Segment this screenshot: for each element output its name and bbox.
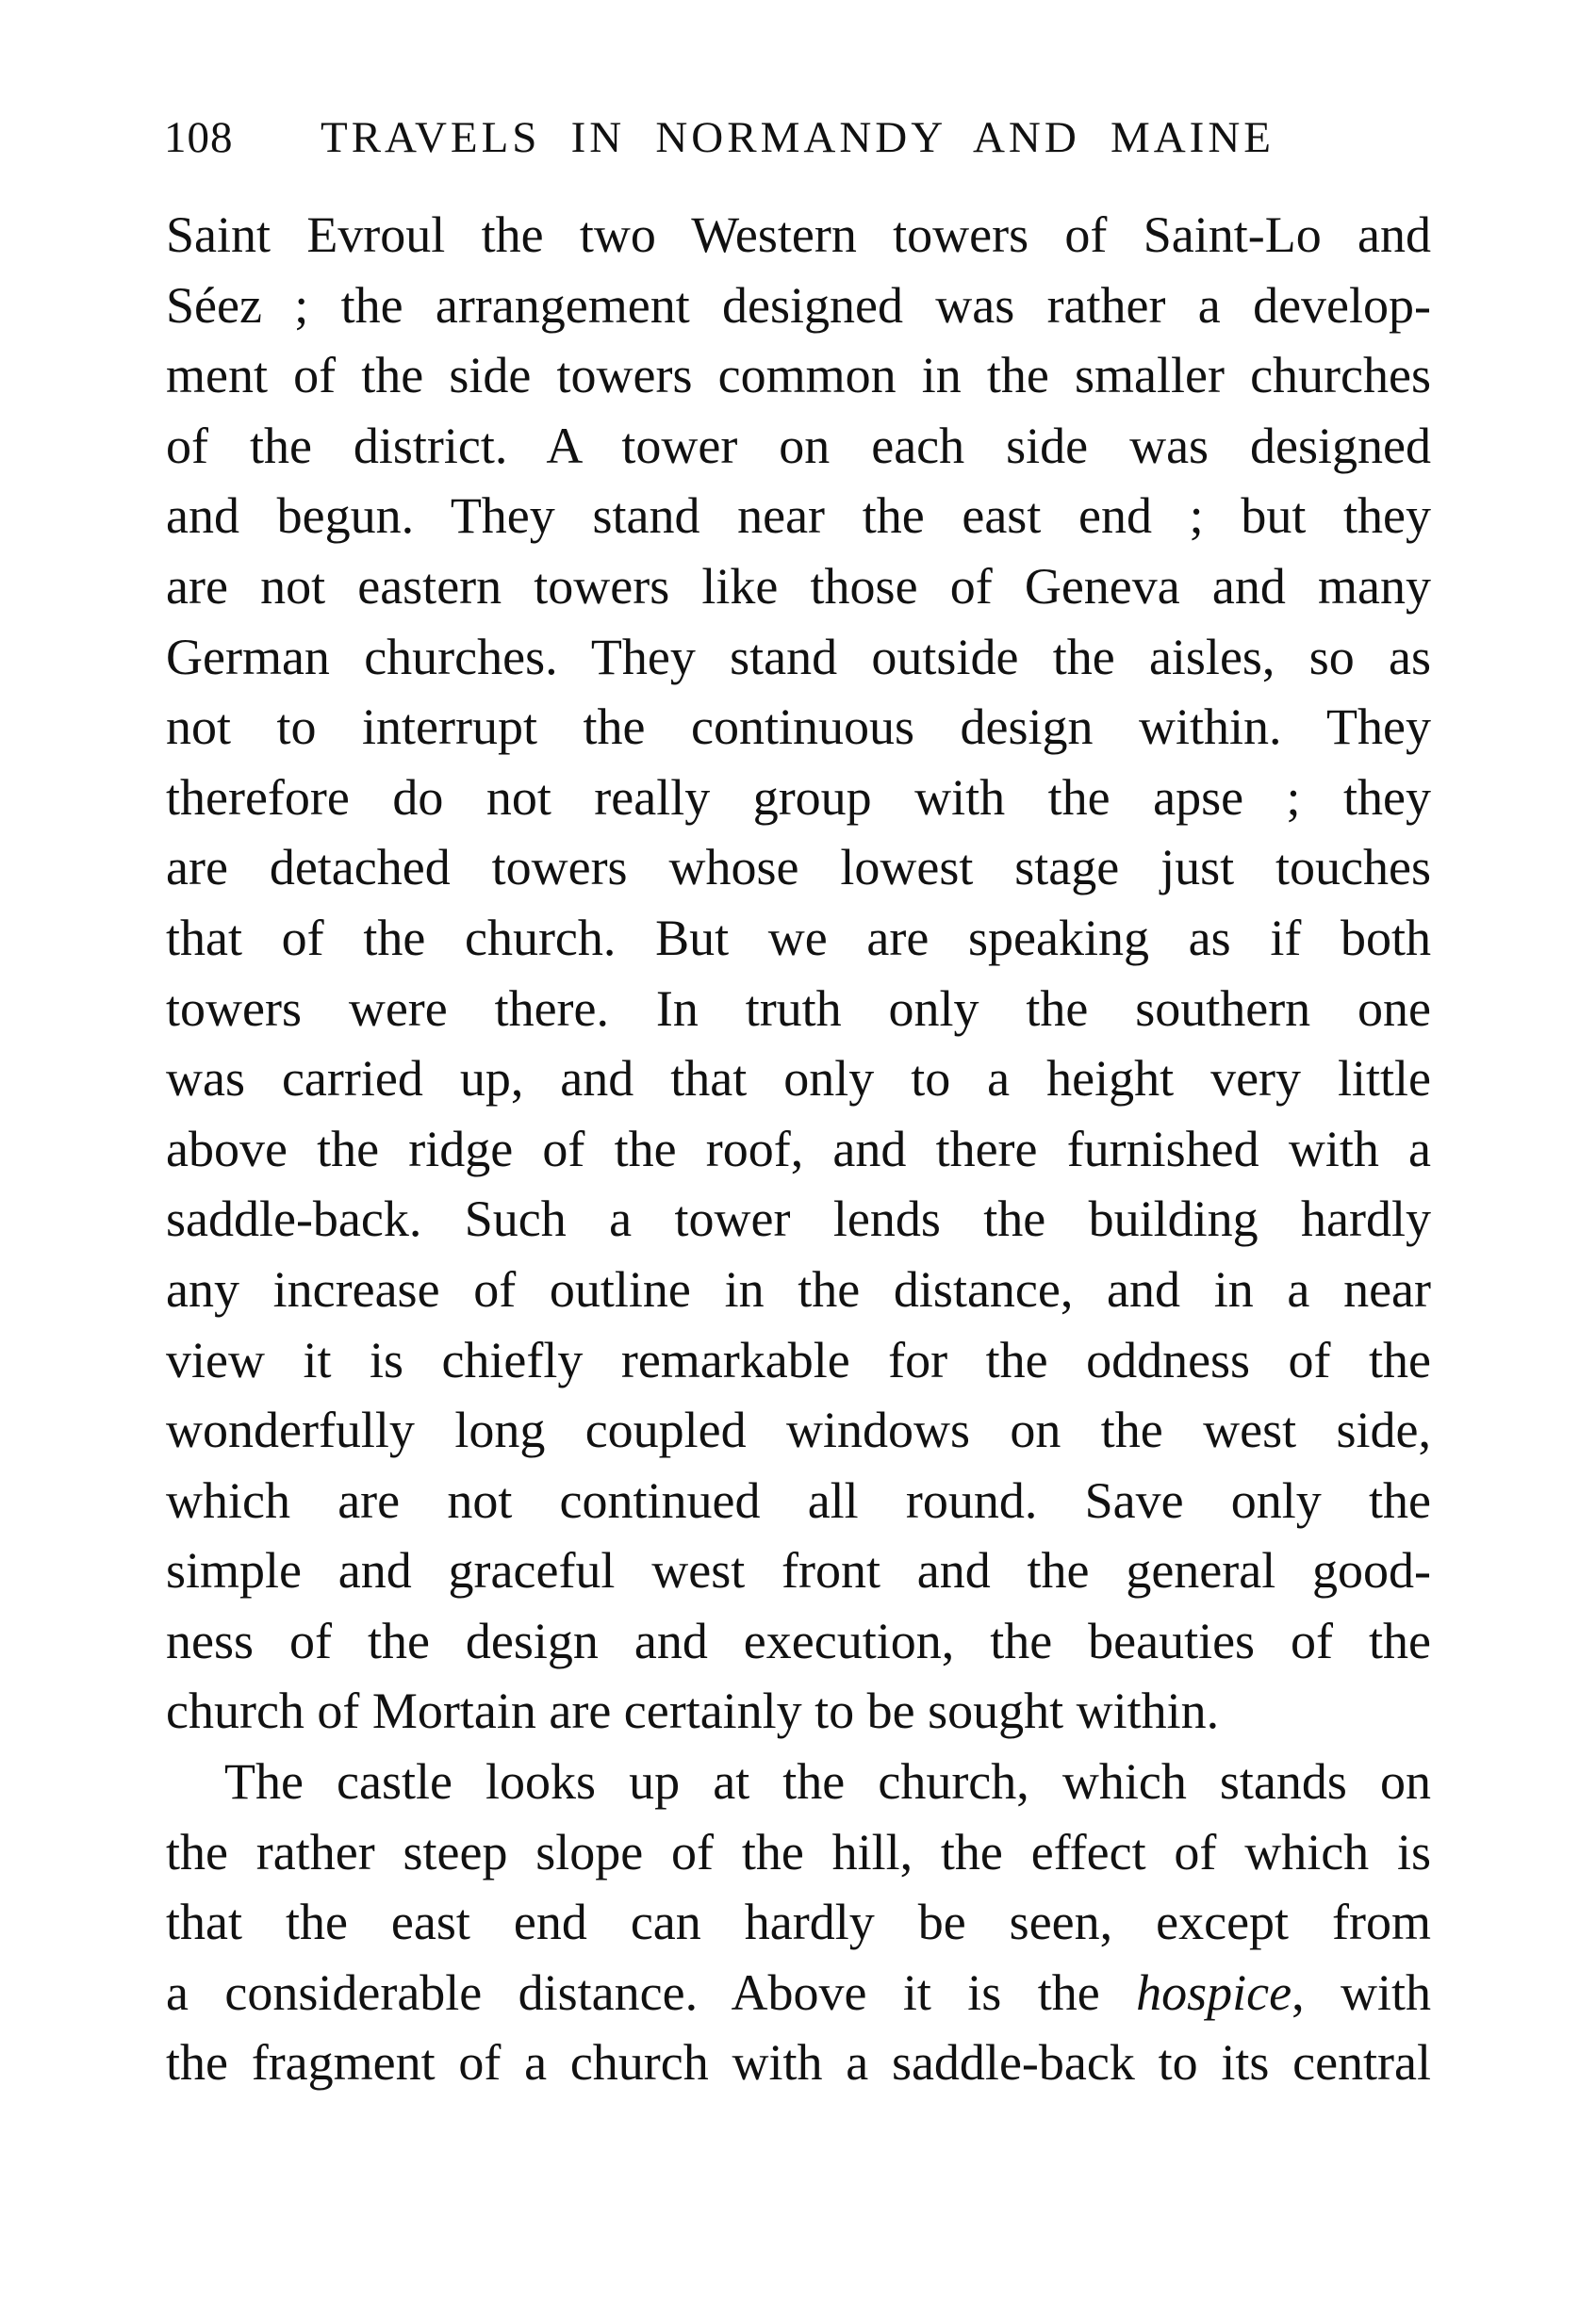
text-line: therefore do not really group with the apse ; they — [166, 768, 1431, 826]
text-line: wonderfully long coupled windows on the west side, — [166, 1402, 1431, 1459]
page-number: 108 — [164, 113, 234, 162]
text-line: which are not continued all round. Save only the — [166, 1471, 1431, 1529]
text-line: and begun. They stand near the east end ; but they — [166, 487, 1431, 545]
text-line: of the district. A tower on each side was designed — [166, 417, 1431, 474]
text-line: was carried up, and that only to a height very little — [166, 1050, 1431, 1108]
text-line: Séez ; the arrangement designed was rather a develop- — [166, 276, 1431, 334]
text-line-with-italic — [166, 1958, 1431, 2028]
text-line: are detached towers whose lowest stage just touches — [166, 839, 1431, 896]
text-line-indented: The castle looks up at the church, which stands on — [224, 1753, 1431, 1811]
text-line: above the ridge of the roof, and there furnished with a — [166, 1120, 1431, 1177]
text-line: that of the church. But we are speaking as if both — [166, 909, 1431, 966]
text-line: towers were there. In truth only the southern one — [166, 979, 1431, 1037]
text-line: the rather steep slope of the hill, the effect of which is — [166, 1823, 1431, 1880]
paragraph-2 — [166, 1747, 1431, 2098]
text-run: , with — [1292, 1963, 1431, 2021]
text-line: saddle-back. Such a tower lends the building hardly — [166, 1191, 1431, 1248]
text-line: Saint Evroul the two Western towers of Saint-Lo and — [166, 206, 1431, 263]
text-line: ment of the side towers common in the smaller churches — [166, 347, 1431, 404]
text-line: not to interrupt the continuous design within. They — [166, 698, 1431, 756]
italic-term-hospice: hospice — [1136, 1963, 1292, 2021]
text-line: German churches. They stand outside the aisles, so as — [166, 628, 1431, 685]
text-line-paragraph-end: church of Mortain are certainly to be sought within. — [166, 1683, 1220, 1740]
body-text — [166, 200, 1431, 2098]
paragraph-1 — [166, 200, 1431, 1747]
text-line: simple and graceful west front and the general good- — [166, 1542, 1431, 1600]
text-line: view it is chiefly remarkable for the oddness of the — [166, 1331, 1431, 1388]
text-line: the fragment of a church with a saddle-back to its central — [166, 2034, 1431, 2092]
text-line: any increase of outline in the distance, and in a near — [166, 1260, 1431, 1318]
running-title: TRAVELS IN NORMANDY AND MAINE — [321, 113, 1275, 162]
text-line: ness of the design and execution, the beauties of the — [166, 1612, 1431, 1669]
text-line: are not eastern towers like those of Geneva and many — [166, 557, 1431, 615]
text-line: that the east end can hardly be seen, except from — [166, 1894, 1431, 1951]
running-head — [164, 111, 1276, 164]
text-run: a considerable distance. Above it is the — [166, 1963, 1137, 2021]
